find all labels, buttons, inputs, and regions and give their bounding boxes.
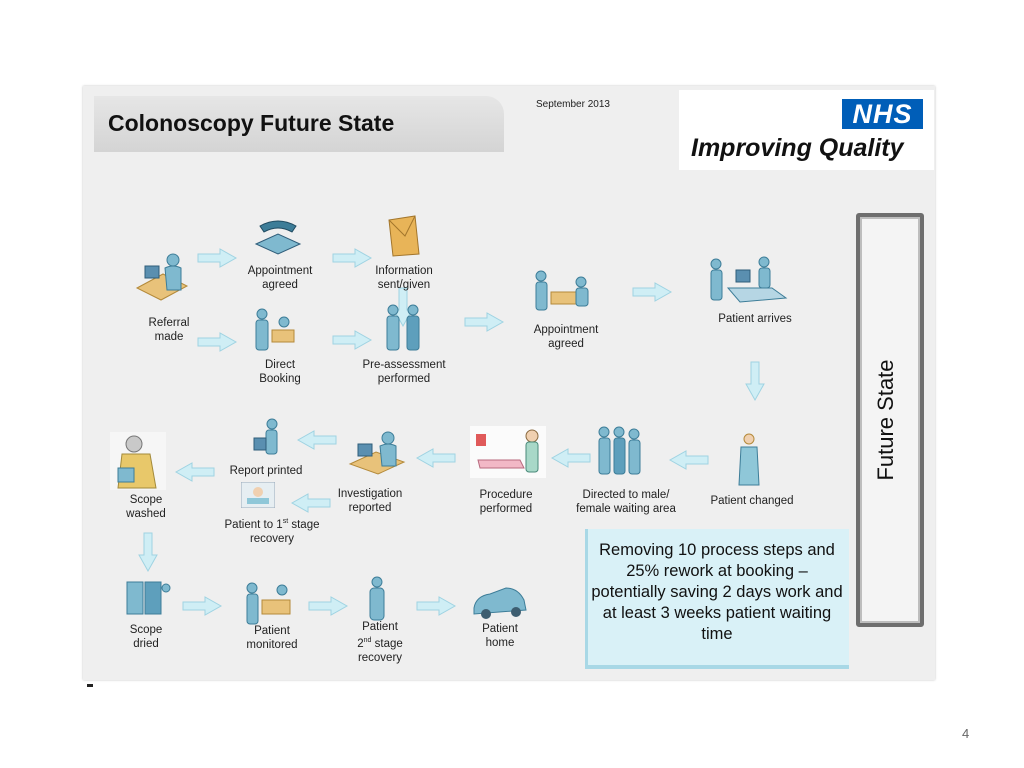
state-label: Future State xyxy=(873,359,898,481)
label-text: 2 xyxy=(357,637,364,650)
label-recovery-stage-2 xyxy=(357,620,403,665)
page-number: 4 xyxy=(962,726,970,741)
printer-icon xyxy=(252,418,282,458)
label-text: Procedure performed xyxy=(479,489,533,515)
label-text: Appointment agreed xyxy=(533,324,599,350)
label-text: Report printed xyxy=(229,465,303,477)
label-referral-made xyxy=(149,316,190,344)
meeting-icon xyxy=(533,268,593,312)
arrow-dried-to-monitored xyxy=(183,597,221,615)
label-text: Patient monitored xyxy=(246,625,298,651)
label-pre-assessment xyxy=(362,358,445,386)
arrow-report-to-washed xyxy=(176,463,214,481)
label-text: Patient home xyxy=(482,623,518,649)
reporting-desk-icon xyxy=(348,430,406,476)
label-text: stage xyxy=(371,637,403,650)
label-report-printed xyxy=(230,464,303,478)
label-investigation-reported xyxy=(338,487,403,515)
arrow-appointment-to-info xyxy=(333,249,371,267)
label-text: Patient to 1 xyxy=(224,518,283,531)
label-text: Directed to male/ female waiting area xyxy=(576,489,676,515)
label-information-sent xyxy=(375,264,433,292)
label-directed-waiting xyxy=(576,488,676,516)
arrow-referral-to-booking xyxy=(198,333,236,351)
label-text: Patient changed xyxy=(710,495,794,507)
arrow-investigation-to-recovery xyxy=(292,494,330,512)
reception-icon xyxy=(708,254,788,308)
procedure-icon xyxy=(470,426,546,478)
arrow-recovery-to-home xyxy=(417,597,455,615)
slide-date: September 2013 xyxy=(536,99,610,110)
arrow-referral-to-appointment xyxy=(198,249,236,267)
arrow-to-appointment-agreed xyxy=(465,313,503,331)
arrow-monitored-to-recovery xyxy=(309,597,347,615)
callout-text: Removing 10 process steps and 25% rework at booking – potentially saving 2 days work and at least 3 weeks patient waiting time xyxy=(591,541,843,643)
label-scope-washed xyxy=(126,493,166,521)
arrow-directed-to-procedure xyxy=(552,449,590,467)
label-procedure-performed xyxy=(479,488,532,516)
drying-cabinet-icon xyxy=(125,578,171,618)
label-patient-home xyxy=(482,622,518,650)
phone-icon xyxy=(252,216,304,256)
arrow-washed-to-dried xyxy=(139,533,157,571)
monitoring-icon xyxy=(244,580,294,626)
label-text: recovery xyxy=(249,532,295,545)
nhs-badge: NHS xyxy=(842,99,923,129)
label-patient-arrives xyxy=(718,312,792,326)
label-appointment-agreed xyxy=(248,264,313,292)
arrow-booking-to-preassessment xyxy=(333,331,371,349)
label-text: Scope dried xyxy=(129,624,163,650)
label-text: Investigation reported xyxy=(337,488,403,514)
label-recovery-stage-1 xyxy=(225,515,320,546)
patient-standing-icon xyxy=(366,576,388,622)
label-scope-dried xyxy=(130,623,163,651)
label-text: stage xyxy=(288,518,320,531)
envelope-icon xyxy=(387,214,421,258)
recovery-bed-icon xyxy=(241,482,275,508)
logo-tagline: Improving Quality xyxy=(691,134,904,162)
waiting-area-icon xyxy=(596,426,642,476)
label-patient-monitored xyxy=(246,624,297,652)
label-patient-changed xyxy=(710,494,793,508)
arrow-to-patient-arrives xyxy=(633,283,671,301)
two-people-icon xyxy=(381,302,425,354)
label-text: Pre-assessment performed xyxy=(362,359,446,385)
label-text: Direct Booking xyxy=(259,359,301,385)
label-text: Referral made xyxy=(148,317,190,343)
arrow-investigation-to-report xyxy=(298,431,336,449)
slide-marker xyxy=(87,684,93,687)
booking-desk-icon xyxy=(250,306,298,352)
label-text: Scope washed xyxy=(126,494,166,520)
label-text: Patient xyxy=(362,621,398,633)
arrow-arrives-to-changed xyxy=(746,362,764,400)
label-text: Patient arrives xyxy=(718,313,792,325)
scope-washing-icon xyxy=(110,432,166,490)
gown-icon xyxy=(737,433,761,487)
label-text: Appointment agreed xyxy=(247,265,313,291)
car-icon xyxy=(470,582,530,622)
label-superscript: st xyxy=(282,518,289,525)
desk-person-icon xyxy=(133,250,191,308)
label-text: Information sent/given xyxy=(375,265,433,291)
arrow-procedure-to-investigation xyxy=(417,449,455,467)
slide-title: Colonoscopy Future State xyxy=(108,110,395,136)
label-appointment-agreed-2 xyxy=(534,323,599,351)
label-direct-booking xyxy=(259,358,301,386)
label-text: recovery xyxy=(357,651,403,664)
arrow-changed-to-directed xyxy=(670,451,708,469)
label-superscript: nd xyxy=(363,637,372,644)
